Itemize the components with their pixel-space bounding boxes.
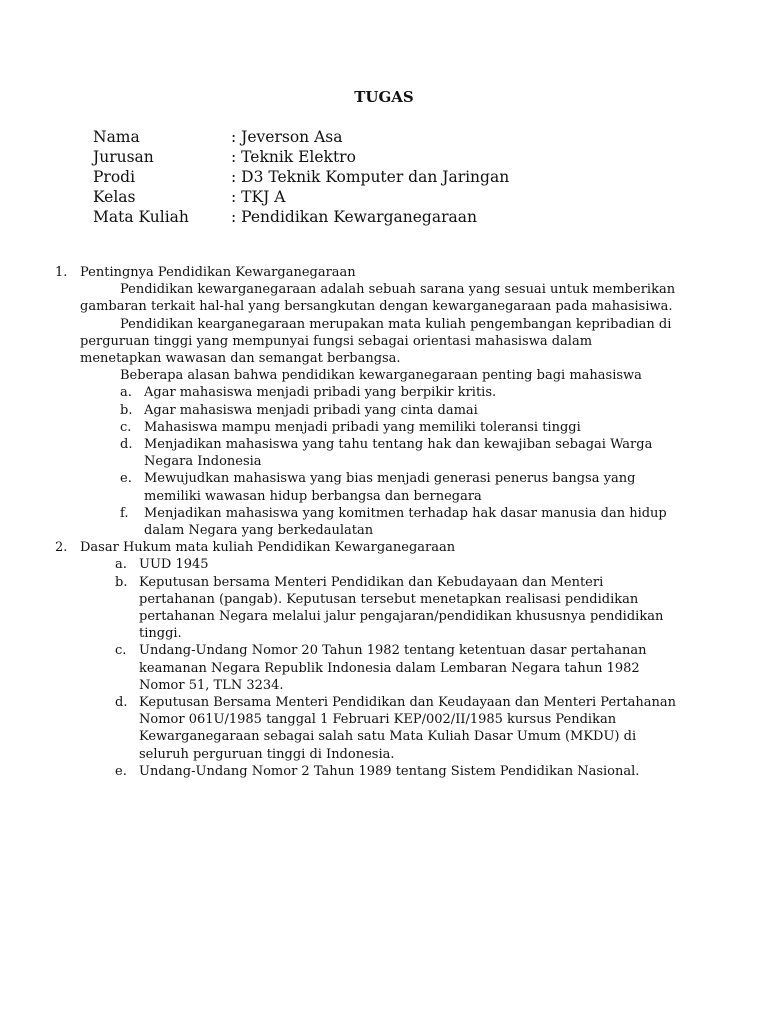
- list-text: Menjadikan mahasiswa yang tahu tentang hak dan kewajiban sebagai Warga Negara Indonesia: [144, 437, 653, 470]
- info-value: : Pendidikan Kewarganegaraan: [231, 208, 477, 226]
- info-value: : Teknik Elektro: [231, 148, 356, 166]
- list-label: b.: [115, 574, 128, 590]
- list-label: b.: [120, 402, 133, 418]
- list-item: [0, 505, 768, 539]
- list-text: Mewujudkan mahasiswa yang bias menjadi generasi penerus bangsa yang memiliki wawasan hidup berbangsa dan bernegara: [144, 471, 636, 504]
- list-label: a.: [120, 385, 132, 401]
- info-label: Nama: [93, 128, 140, 146]
- section-title: Dasar Hukum mata kuliah Pendidikan Kewarganegaraan: [80, 540, 456, 556]
- section-number: 1.: [55, 265, 68, 280]
- list-text: Keputusan Bersama Menteri Pendidikan dan Keudayaan dan Menteri Pertahanan Nomor 061U/1985 tanggal 1 Februari KEP/002/II/1985 kursus Pendikan Kewarganegaraan sebagai salah satu Mata Kuliah Dasar Umum (MKDU) di seluruh perguruan tinggi di Indonesia.: [139, 695, 676, 762]
- list-text: Agar mahasiswa menjadi pribadi yang cinta damai: [144, 402, 478, 418]
- paragraph: Beberapa alasan bahwa pendidikan kewarganegaraan penting bagi mahasiswa: [120, 368, 642, 384]
- list-text: Agar mahasiswa menjadi pribadi yang berpikir kritis.: [144, 385, 497, 401]
- info-row-jurusan: [93, 147, 509, 167]
- list-label: e.: [115, 763, 127, 779]
- info-label: Jurusan: [93, 148, 154, 166]
- list-item: [0, 470, 768, 504]
- list-item: [0, 384, 768, 401]
- info-row-mata-kuliah: [93, 207, 509, 227]
- list-item: [0, 642, 768, 694]
- student-info: [93, 127, 509, 227]
- section-1-heading: [0, 264, 768, 281]
- list-label: c.: [120, 419, 132, 435]
- list-label: a.: [115, 557, 127, 573]
- list-text: UUD 1945: [139, 557, 209, 573]
- list-label: d.: [120, 437, 133, 453]
- info-label: Kelas: [93, 188, 136, 206]
- info-value: : Jeverson Asa: [231, 128, 343, 146]
- list-text: Undang-Undang Nomor 20 Tahun 1982 tentang ketentuan dasar pertahanan keamanan Negara Republik Indonesia dalam Lembaran Negara tahun 1982 Nomor 51, TLN 3234.: [139, 643, 647, 693]
- list-item: [0, 574, 768, 643]
- list-item: [0, 436, 768, 470]
- list-label: e.: [120, 471, 132, 487]
- section-2-heading: [0, 539, 768, 556]
- document-title: TUGAS: [354, 88, 414, 106]
- list-item: [0, 556, 768, 573]
- list-text: Mahasiswa mampu menjadi pribadi yang memiliki toleransi tinggi: [144, 419, 581, 435]
- info-value: : TKJ A: [231, 188, 286, 206]
- paragraph: Pendidikan kewarganegaraan adalah sebuah sarana yang sesuai untuk memberikan gambaran terkait hal-hal yang bersangkutan dengan kewarganegaraan pada mahasisiwa.: [80, 282, 676, 315]
- info-row-kelas: [93, 187, 509, 207]
- info-label: Mata Kuliah: [93, 208, 189, 226]
- list-text: Keputusan bersama Menteri Pendidikan dan Kebudayaan dan Menteri pertahanan (pangab). Keputusan tersebut menetapkan realisasi pendidikan pertahanan Negara melalui jalur pengajaran/pendidikan khususnya pendidikan tinggi.: [139, 574, 664, 642]
- list-text: Menjadikan mahasiswa yang komitmen terhadap hak dasar manusia dan hidup dalam Negara yang berkedaulatan: [144, 505, 667, 539]
- document-body: [0, 264, 768, 780]
- list-item: [0, 694, 768, 763]
- list-label: d.: [115, 695, 128, 711]
- list-item: [0, 763, 768, 780]
- section-title: Pentingnya Pendidikan Kewarganegaraan: [80, 265, 356, 280]
- section-number: 2.: [55, 540, 68, 556]
- list-text: Undang-Undang Nomor 2 Tahun 1989 tentang Sistem Pendidikan Nasional.: [139, 763, 640, 779]
- list-item: [0, 402, 768, 419]
- info-label: Prodi: [93, 168, 136, 186]
- info-value: : D3 Teknik Komputer dan Jaringan: [231, 168, 510, 186]
- list-label: c.: [115, 643, 127, 659]
- paragraph: Pendidikan kearganegaraan merupakan mata kuliah pengembangan kepribadian di perguruan tinggi yang mempunyai fungsi sebagai orientasi mahasiswa dalam menetapkan wawasan dan semangat berbangsa.: [80, 316, 672, 367]
- list-label: f.: [120, 505, 129, 521]
- list-item: [0, 419, 768, 436]
- info-row-nama: [93, 127, 509, 147]
- info-row-prodi: [93, 167, 509, 187]
